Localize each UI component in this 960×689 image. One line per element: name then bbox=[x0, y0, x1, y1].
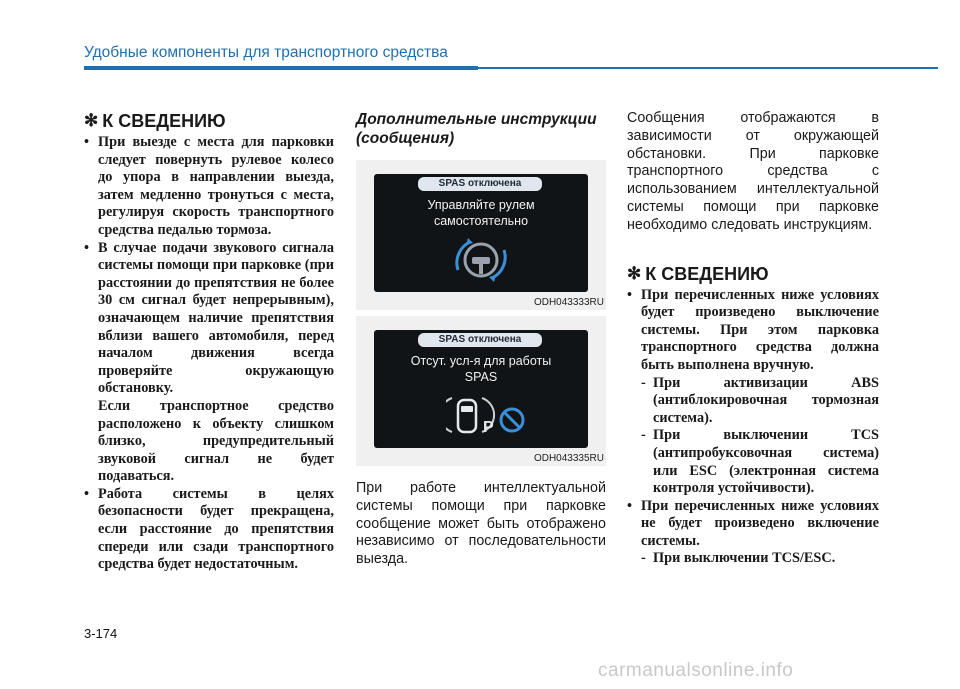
figure-1 bbox=[356, 160, 606, 310]
figure-2 bbox=[356, 316, 606, 466]
column-right bbox=[627, 110, 879, 568]
list-item bbox=[84, 486, 334, 574]
sub-list bbox=[641, 550, 879, 568]
steering-wheel-icon bbox=[448, 232, 514, 288]
spas-status-bar: SPAS отключена bbox=[418, 333, 542, 347]
parking-car-disabled-icon bbox=[446, 392, 536, 444]
bullet-icon: • bbox=[627, 286, 633, 303]
note-bullet-2-cont: Если транспортное средство расположено к объекту слишком близко, предупредительный звуковой сигнал не будет подаваться. bbox=[98, 397, 334, 485]
display-message-line-1: Управляйте рулем bbox=[427, 198, 535, 212]
section-heading: Дополнительные инструкции (сообщения) bbox=[356, 111, 597, 147]
note-bullet-2: При перечисленных ниже условиях не будет произведено включение системы. bbox=[641, 497, 879, 549]
note-heading-text: К СВЕДЕНИЮ bbox=[645, 263, 769, 284]
spas-status-bar: SPAS отключена bbox=[418, 177, 542, 191]
asterisk-icon: ✻ bbox=[627, 263, 642, 283]
figure-code: ODH043335RU bbox=[533, 453, 604, 464]
list-item bbox=[627, 287, 879, 498]
header-title: Удобные компоненты для транспортного средства bbox=[84, 44, 448, 61]
display-message-line-1: Отсут. усл-я для работы bbox=[410, 354, 552, 368]
list-item bbox=[627, 498, 879, 568]
figure-code: ODH043333RU bbox=[533, 297, 604, 308]
note-heading bbox=[627, 263, 879, 285]
note-bullet-2: В случае подачи звукового сигнала системы помощи при парковке (при расстоянии до препятствия не более 30 см сигнал будет непрерывным), означающем наличие препятствия вблизи вашего автомобиля, перед началом движения всегда проверяйте окружающую обстановку. bbox=[98, 239, 334, 397]
sub-item-abs: При активизации ABS (антиблокировочная тормозная система). bbox=[653, 374, 879, 426]
note-bullet-1: При выезде с места для парковки следует повернуть рулевое колесо до упора в направлении выезда, затем медленно тронуться с места, регулируя скорость транспортного средства педалью тормоза. bbox=[98, 134, 334, 238]
note-list bbox=[627, 287, 879, 569]
display-message-line-2: SPAS bbox=[464, 370, 498, 384]
page-number: 3-174 bbox=[84, 626, 118, 641]
list-item bbox=[84, 134, 334, 240]
note-heading-text: К СВЕДЕНИЮ bbox=[102, 111, 226, 131]
list-item: - При выключении TCS/ESC. bbox=[641, 550, 836, 567]
body-paragraph: Сообщения отображаются в зависимости от окружающей обстановки. При парковке транспортного средства с использованием интеллектуальной системы помощи при парковке необходимо следовать инструкциям. bbox=[627, 110, 879, 233]
bullet-icon: • bbox=[84, 134, 90, 150]
asterisk-icon: ✻ bbox=[84, 111, 99, 130]
sub-item-tcs-esc-off: При выключении TCS/ESC. bbox=[653, 550, 836, 567]
bullet-icon: • bbox=[627, 497, 633, 514]
note-list bbox=[84, 134, 334, 574]
display-message-line-2: самостоятельно bbox=[433, 214, 529, 228]
sub-list bbox=[641, 375, 879, 498]
cluster-display bbox=[374, 174, 588, 292]
list-item: - При выключении TCS (антипробуксовочная система) или ESC (электронная система контроля устойчивости). bbox=[641, 427, 879, 497]
body-paragraph: При работе интеллектуальной системы помощи при парковке сообщение может быть отображено независимо от последовательности выезда. bbox=[356, 480, 606, 568]
bullet-icon: • bbox=[84, 239, 90, 256]
note-bullet-3: Работа системы в целях безопасности будет прекращена, если расстояние до препятствия спереди или сзади транспортного средства будет недостаточным. bbox=[98, 485, 334, 573]
list-item: - При активизации ABS (антиблокировочная тормозная система). bbox=[641, 374, 879, 426]
list-item bbox=[84, 240, 334, 486]
cluster-display bbox=[374, 330, 588, 448]
note-heading bbox=[84, 110, 334, 132]
header-rule-thick bbox=[84, 66, 478, 70]
note-bullet-1: При перечисленных ниже условиях будет произведено выключение системы. При этом парковка транспортного средства должна быть выполнена вручную. bbox=[641, 286, 879, 373]
watermark: carmanualsonline.info bbox=[598, 660, 794, 681]
bullet-icon: • bbox=[84, 485, 90, 502]
sub-item-tcs-esc: При выключении TCS (антипробуксовочная система) или ESC (электронная система контроля устойчивости). bbox=[653, 427, 879, 497]
header-rule-thin bbox=[478, 67, 938, 69]
column-left bbox=[84, 110, 334, 574]
column-middle bbox=[356, 110, 606, 569]
svg-text:P: P bbox=[483, 419, 494, 436]
